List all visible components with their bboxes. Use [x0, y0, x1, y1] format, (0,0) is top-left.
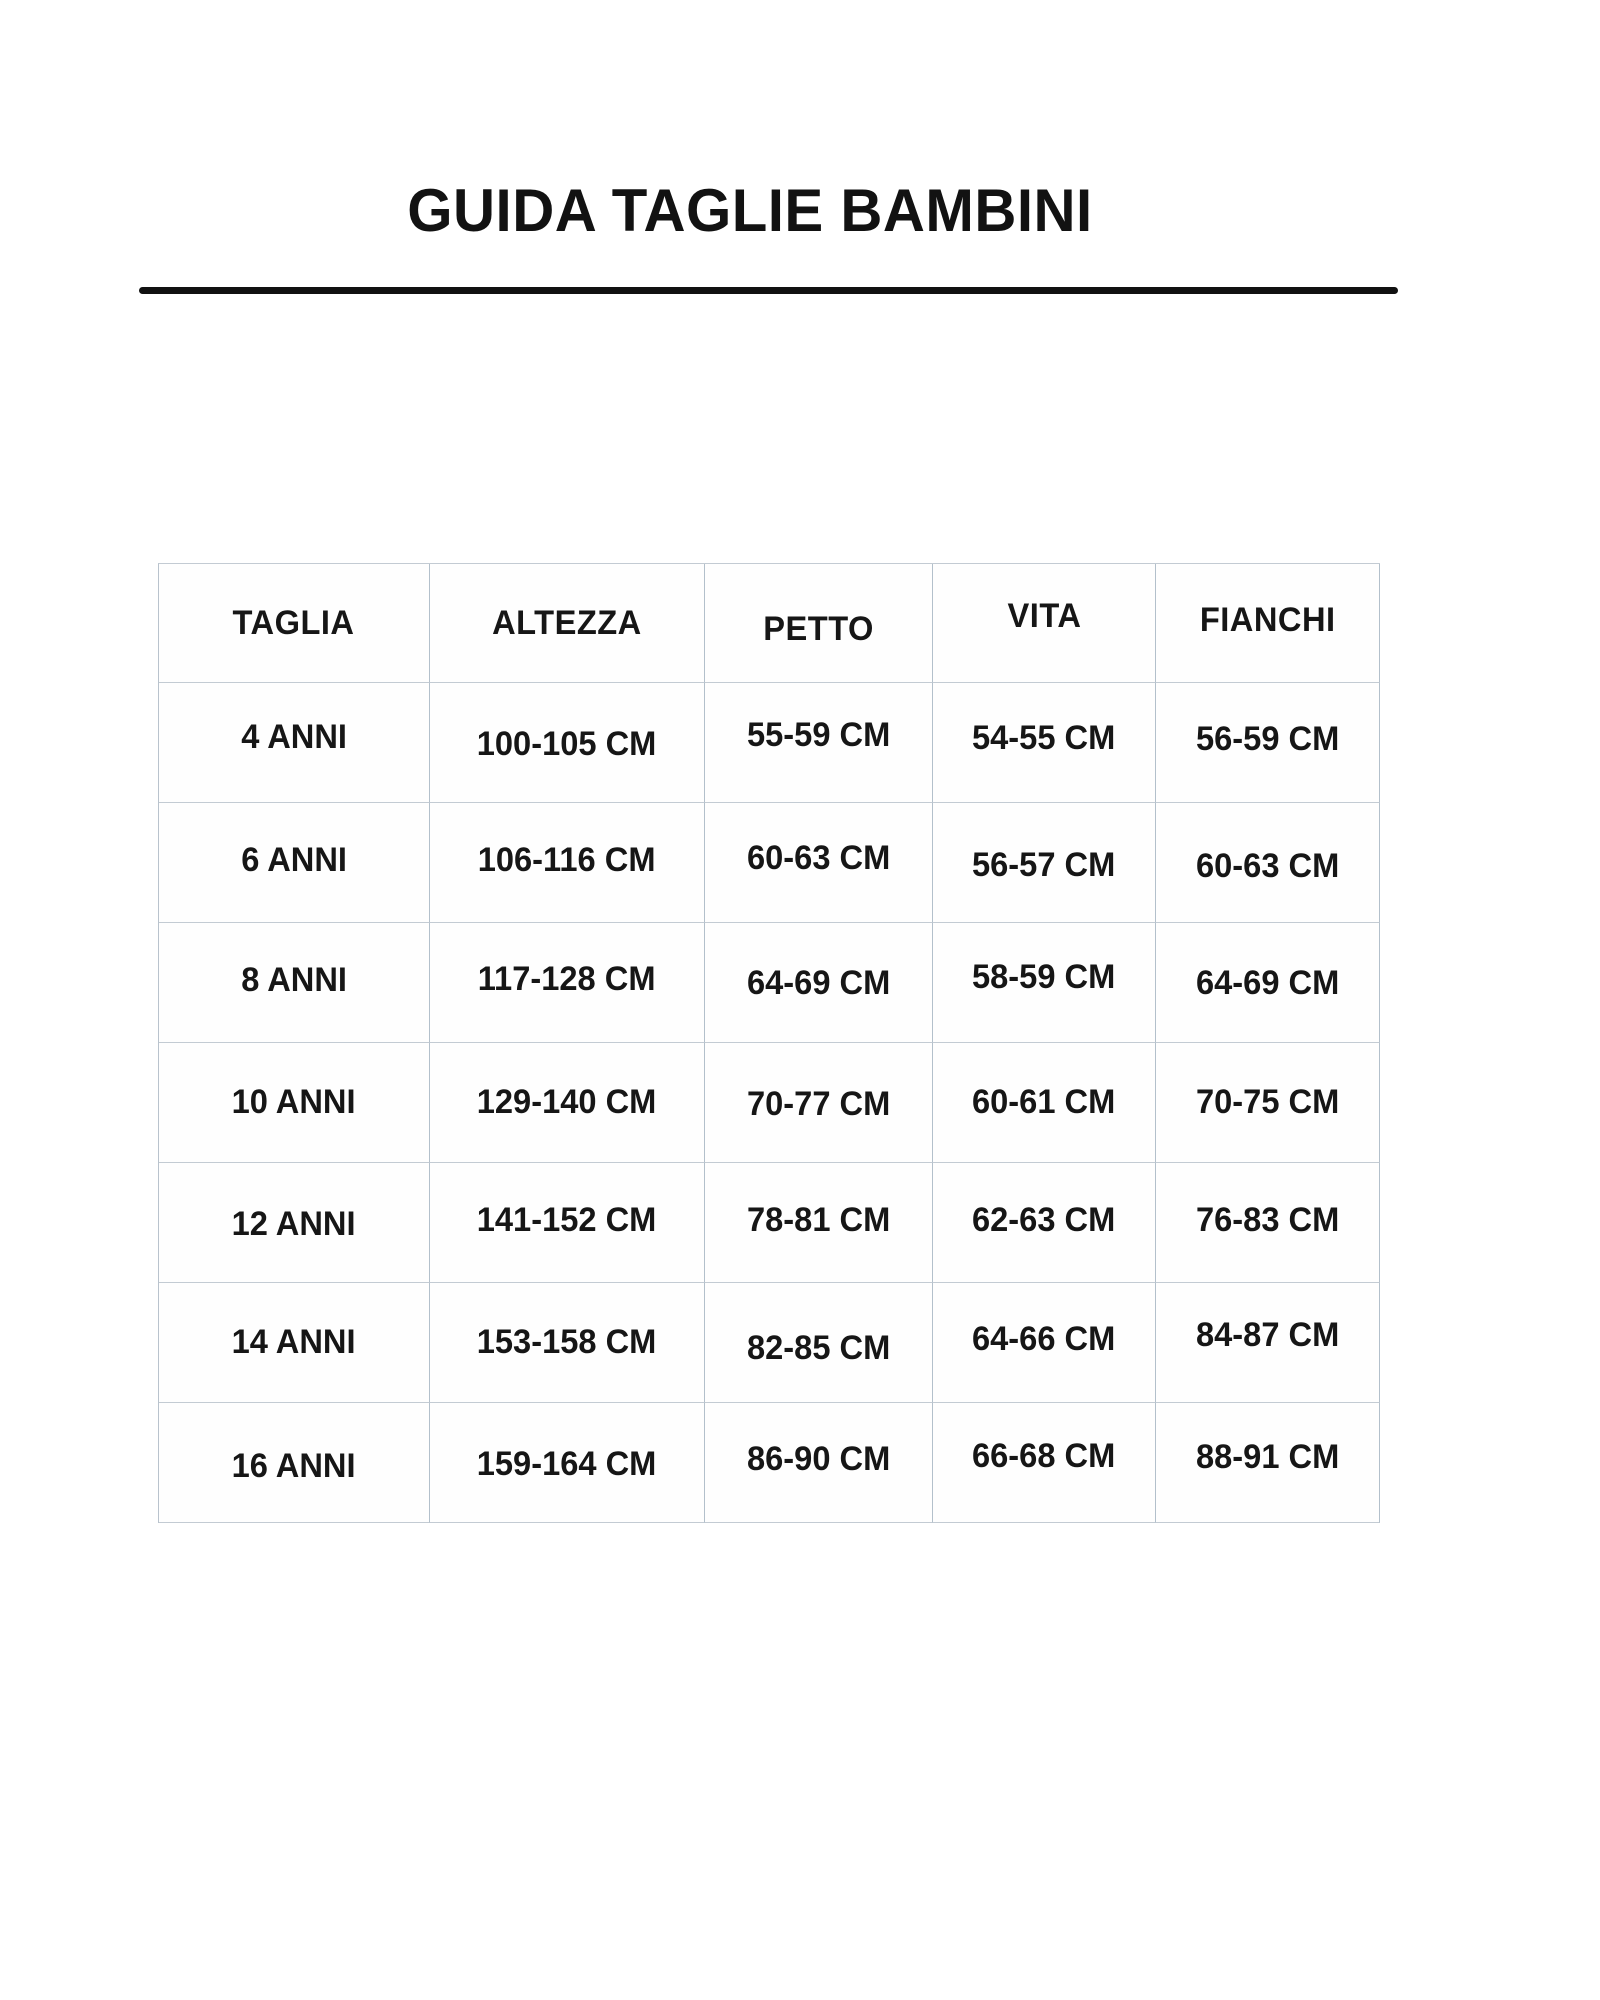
table-cell	[705, 1283, 933, 1403]
cell-text: 16 ANNI	[232, 1447, 356, 1485]
table-cell	[1156, 683, 1380, 803]
cell-text: 66-68 CM	[972, 1437, 1116, 1475]
table-cell	[705, 803, 933, 923]
cell-text: 78-81 CM	[746, 1201, 891, 1239]
cell-text: 84-87 CM	[1195, 1316, 1340, 1354]
cell-text: 56-57 CM	[972, 846, 1116, 884]
header-taglia	[159, 564, 430, 683]
table-cell	[1156, 1163, 1380, 1283]
header-fianchi-label: FIANCHI	[1199, 600, 1336, 639]
table-cell	[933, 923, 1156, 1043]
cell-text: 153-158 CM	[477, 1323, 657, 1361]
table-cell	[705, 923, 933, 1043]
header-vita-label: VITA	[1007, 596, 1081, 635]
cell-text: 88-91 CM	[1195, 1438, 1340, 1476]
table-cell	[430, 1403, 705, 1523]
cell-text: 54-55 CM	[972, 719, 1116, 757]
row-label	[159, 1043, 430, 1163]
row-label	[159, 1163, 430, 1283]
table-cell	[933, 1163, 1156, 1283]
table-cell	[430, 683, 705, 803]
cell-text: 70-75 CM	[1195, 1083, 1340, 1121]
header-altezza	[430, 564, 705, 683]
cell-text: 106-116 CM	[478, 841, 656, 879]
cell-text: 117-128 CM	[478, 960, 656, 998]
table-cell	[933, 1283, 1156, 1403]
cell-text: 86-90 CM	[746, 1440, 891, 1478]
size-table	[158, 563, 1380, 1523]
cell-text: 62-63 CM	[972, 1201, 1116, 1239]
table-cell	[933, 683, 1156, 803]
row-label	[159, 1283, 430, 1403]
table-cell	[1156, 1043, 1380, 1163]
cell-text: 4 ANNI	[241, 718, 347, 756]
cell-text: 64-69 CM	[746, 964, 891, 1002]
table-cell	[705, 1043, 933, 1163]
table-cell	[430, 1043, 705, 1163]
cell-text: 70-77 CM	[746, 1085, 891, 1123]
page-title: GUIDA TAGLIE BAMBINI	[407, 177, 1093, 244]
cell-text: 82-85 CM	[746, 1329, 891, 1367]
table-cell	[705, 1403, 933, 1523]
table-cell	[933, 1043, 1156, 1163]
cell-text: 60-61 CM	[972, 1083, 1116, 1121]
cell-text: 6 ANNI	[241, 841, 347, 879]
header-taglia-label: TAGLIA	[233, 603, 355, 642]
table-cell	[933, 1403, 1156, 1523]
table-cell	[1156, 923, 1380, 1043]
row-label	[159, 683, 430, 803]
cell-text: 141-152 CM	[477, 1201, 657, 1239]
cell-text: 129-140 CM	[477, 1083, 657, 1121]
cell-text: 8 ANNI	[241, 961, 347, 999]
cell-text: 100-105 CM	[477, 725, 657, 763]
header-vita	[933, 564, 1156, 683]
table-cell	[705, 683, 933, 803]
cell-text: 60-63 CM	[746, 839, 891, 877]
cell-text: 55-59 CM	[746, 716, 891, 754]
table-cell	[1156, 1283, 1380, 1403]
cell-text: 159-164 CM	[477, 1445, 657, 1483]
header-fianchi	[1156, 564, 1380, 683]
header-petto	[705, 564, 933, 683]
table-cell	[430, 923, 705, 1043]
row-label	[159, 803, 430, 923]
cell-text: 12 ANNI	[232, 1205, 356, 1243]
table-cell	[1156, 803, 1380, 923]
cell-text: 14 ANNI	[232, 1323, 356, 1361]
header-altezza-label: ALTEZZA	[492, 603, 642, 642]
table-cell	[933, 803, 1156, 923]
row-label	[159, 1403, 430, 1523]
table-cell	[705, 1163, 933, 1283]
table-cell	[430, 803, 705, 923]
cell-text: 64-66 CM	[972, 1320, 1116, 1358]
cell-text: 64-69 CM	[1195, 964, 1340, 1002]
cell-text: 10 ANNI	[232, 1083, 356, 1121]
cell-text: 60-63 CM	[1195, 847, 1340, 885]
table-cell	[430, 1163, 705, 1283]
table-cell	[430, 1283, 705, 1403]
title-underline	[139, 287, 1398, 294]
table-cell	[1156, 1403, 1380, 1523]
cell-text: 56-59 CM	[1195, 720, 1340, 758]
row-label	[159, 923, 430, 1043]
cell-text: 58-59 CM	[972, 958, 1116, 996]
header-petto-label: PETTO	[763, 609, 874, 648]
cell-text: 76-83 CM	[1195, 1201, 1340, 1239]
